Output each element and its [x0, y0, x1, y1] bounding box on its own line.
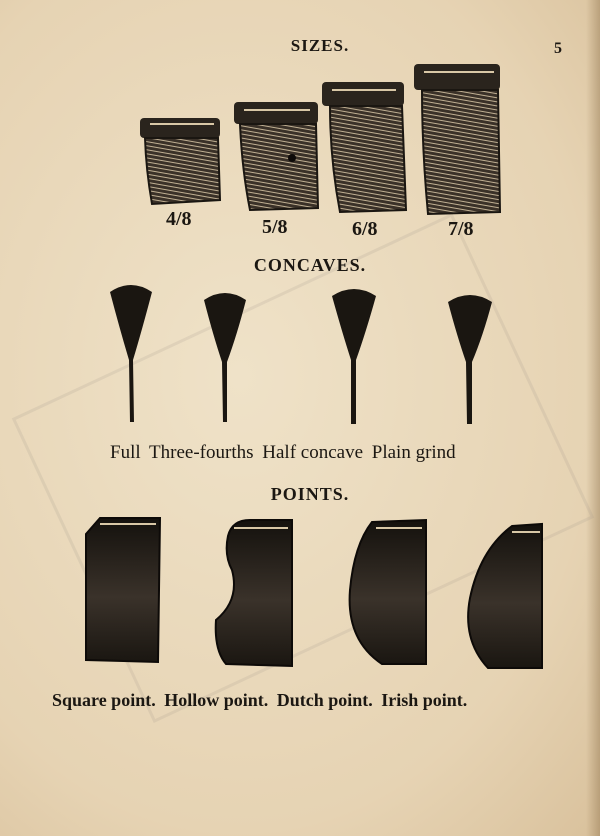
size-blade-7-8 — [414, 64, 500, 214]
point-irish — [468, 524, 542, 668]
caption-square-point: Square point. — [52, 690, 156, 710]
caption-three-fourths: Three-fourths — [149, 442, 254, 463]
point-dutch — [350, 520, 426, 664]
size-label-6-8: 6/8 — [352, 218, 378, 240]
point-hollow — [216, 520, 292, 666]
concave-half — [332, 289, 376, 424]
point-captions — [52, 690, 471, 711]
size-label-7-8: 7/8 — [448, 218, 474, 240]
caption-hollow-point: Hollow point. — [164, 690, 269, 710]
point-square — [86, 518, 160, 662]
sizes-heading: SIZES. — [290, 36, 350, 55]
points-heading: POINTS. — [270, 484, 350, 504]
caption-plain-grind: Plain grind — [371, 442, 456, 463]
concave-plain-grind — [448, 295, 492, 424]
size-blade-5-8 — [234, 102, 318, 210]
concave-three-fourths — [204, 293, 246, 422]
page-number: 5 — [554, 40, 562, 57]
concave-captions — [110, 442, 460, 464]
concaves-heading: CONCAVES. — [253, 255, 367, 275]
size-blade-4-8 — [140, 118, 220, 204]
concave-full — [110, 285, 152, 422]
size-label-4-8: 4/8 — [166, 208, 192, 230]
size-blade-6-8 — [322, 82, 406, 212]
caption-irish-point: Irish point. — [381, 690, 468, 710]
size-label-5-8: 5/8 — [262, 216, 288, 238]
caption-full: Full — [110, 442, 141, 463]
caption-dutch-point: Dutch point. — [276, 690, 373, 710]
caption-half-concave: Half concave — [262, 442, 364, 463]
